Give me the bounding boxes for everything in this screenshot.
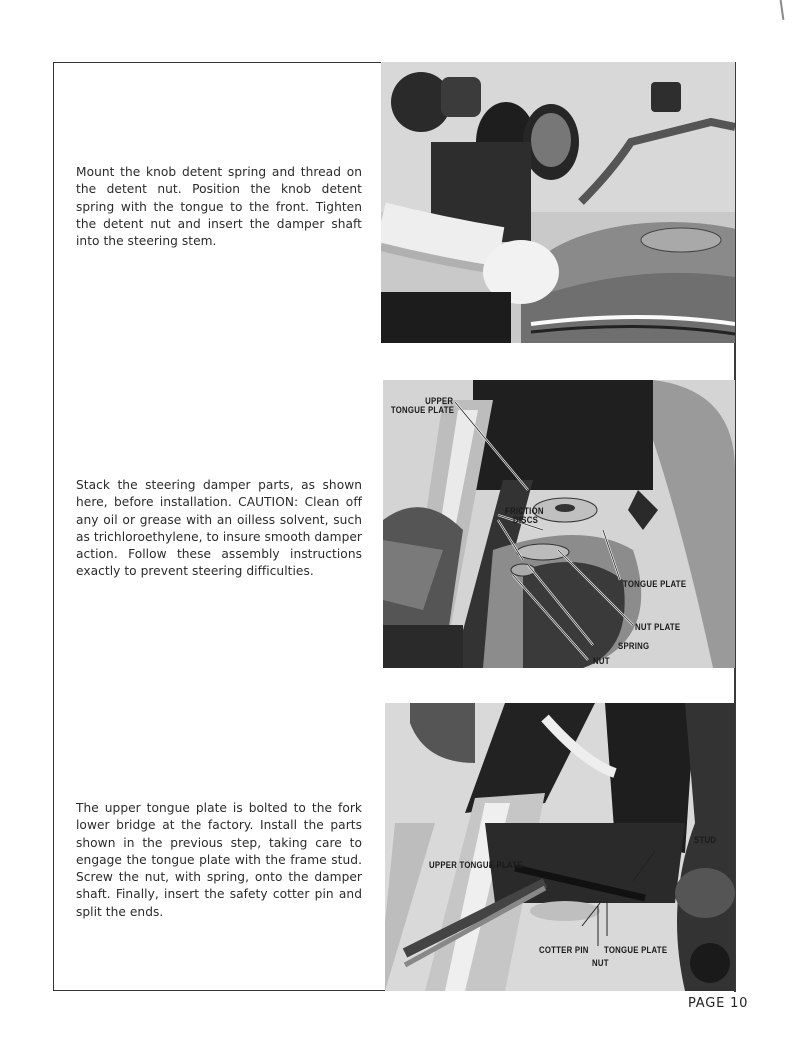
damper-parts-photo-illustration bbox=[383, 380, 735, 668]
step-2-text: Stack the steering damper parts, as shown here, before installation. CAUTION: Clean off any oil or grease with an oilless solvent, such as trichloroethylene, to insure smooth damper action. Follow these assembly instructions exactly to prevent steering difficulties. bbox=[76, 478, 362, 579]
step-3-text: The upper tongue plate is bolted to the fork lower bridge at the factory. Install the parts shown in the previous step, taking care to engage the tongue plate with the frame stud. Screw the nut, with spring, onto the damper shaft. Finally, insert the safety cotter pin and split the ends. bbox=[76, 801, 362, 919]
callout-discs: DISCS bbox=[513, 515, 539, 526]
callout-nut-plate: NUT PLATE bbox=[635, 622, 681, 633]
handlebar-photo-illustration bbox=[381, 62, 735, 343]
callout-upper-tongue-plate: UPPER TONGUE PLATE bbox=[429, 860, 523, 871]
step-1-photo bbox=[381, 62, 735, 343]
page-number: PAGE 10 bbox=[688, 996, 749, 1011]
callout-nut: NUT bbox=[592, 958, 609, 969]
callout-spring: SPRING bbox=[618, 641, 650, 652]
callout-tongue-plate-upper: TONGUE PLATE bbox=[390, 405, 454, 416]
callout-upper: UPPER bbox=[424, 396, 453, 407]
callout-cotter-pin: COTTER PIN bbox=[539, 945, 589, 956]
callout-tongue-plate: TONGUE PLATE bbox=[604, 945, 668, 956]
scan-edge-mark bbox=[780, 0, 785, 20]
callout-tongue-plate: TONGUE PLATE bbox=[623, 579, 687, 590]
step-3-photo bbox=[385, 703, 735, 991]
step-1-text: Mount the knob detent spring and thread on the detent nut. Position the knob detent spring with the tongue to the front. Tighten the detent nut and insert the damper shaft into the steering stem. bbox=[76, 165, 362, 249]
callout-nut: NUT bbox=[593, 656, 610, 667]
callout-stud: STUD bbox=[694, 835, 717, 846]
callout-friction: FRICTION bbox=[505, 506, 544, 517]
step-2-photo bbox=[383, 380, 735, 668]
